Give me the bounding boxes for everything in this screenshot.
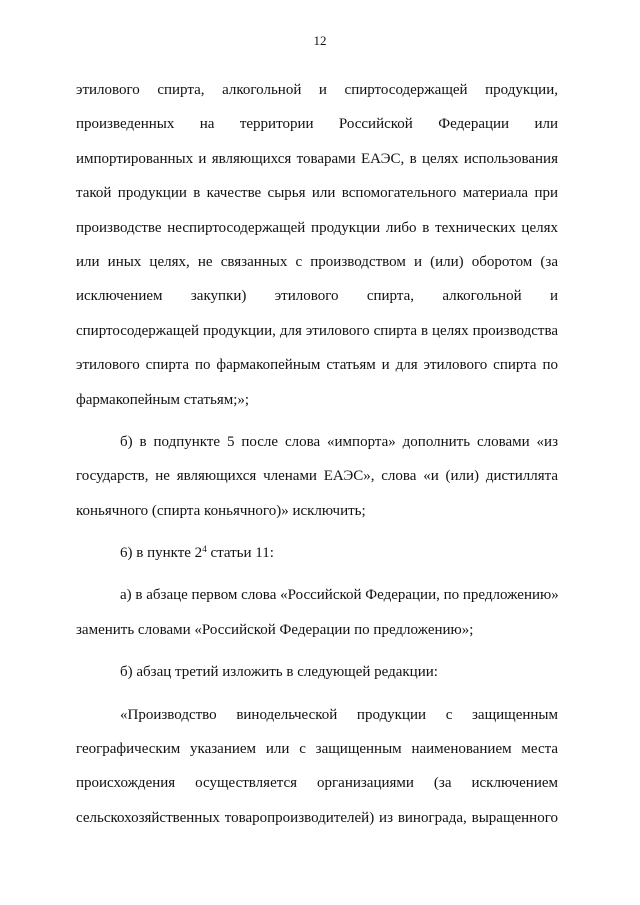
text-line: «Производство винодельческой продукции с защищенным xyxy=(120,706,558,723)
text-line: произведенных на территории Российской Федерации или xyxy=(76,116,558,133)
text-line: спиртосодержащей продукции, для этилового спирта в целях производства xyxy=(76,322,558,339)
text-line: производстве неспиртосодержащей продукции либо в технических целях xyxy=(76,219,558,236)
text-line: заменить словами «Российской Федерации по предложению»; xyxy=(76,621,474,638)
text-line: такой продукции в качестве сырья или вспомогательного материала при xyxy=(76,185,558,202)
text-fragment: статьи 11: xyxy=(206,545,274,562)
text-line: импортированных и являющихся товарами ЕАЭС, в целях использования xyxy=(76,150,558,167)
text-line: государств, не являющихся членами ЕАЭС», слова «и (или) дистиллята xyxy=(76,468,558,485)
text-line: или иных целях, не связанных с производством и (или) оборотом (за xyxy=(76,253,558,270)
paragraph-spacing xyxy=(76,528,558,536)
paragraph-quoted-text xyxy=(76,698,558,836)
text-line: б) абзац третий изложить в следующей редакции: xyxy=(120,664,438,681)
text-line: б) в подпункте 5 после слова «импорта» дополнить словами «из xyxy=(120,433,558,450)
text-line: происхождения осуществляется организациями (за исключением xyxy=(76,775,558,792)
paragraph-spacing xyxy=(76,690,558,698)
text-line: этилового спирта, алкогольной и спиртосодержащей продукции, xyxy=(76,82,558,98)
page-number: 12 xyxy=(313,33,327,48)
text-fragment: 6) в пункте 2 xyxy=(120,545,203,562)
text-line: этилового спирта по фармакопейным статьям и для этилового спирта по xyxy=(76,357,558,374)
document-body xyxy=(76,73,558,835)
text-line: географическим указанием или с защищенным наименованием места xyxy=(76,741,558,758)
paragraph-continuation xyxy=(76,73,558,417)
paragraph-spacing xyxy=(76,417,558,425)
paragraph-spacing xyxy=(76,570,558,578)
paragraph-subpoint-a xyxy=(76,578,558,647)
paragraph-subpoint-b-edit xyxy=(76,655,558,689)
text-line: исключением закупки) этилового спирта, алкогольной и xyxy=(76,288,558,305)
paragraph-subpoint-b-import xyxy=(76,425,558,528)
paragraph-point-6 xyxy=(76,536,558,570)
text-line: а) в абзаце первом слова «Российской Федерации, по предложению» xyxy=(120,587,559,604)
text-line xyxy=(76,536,558,570)
text-line: коньячного (спирта коньячного)» исключить; xyxy=(76,502,366,519)
text-line: сельскохозяйственных товаропроизводителей) из винограда, выращенного xyxy=(76,809,558,826)
paragraph-spacing xyxy=(76,647,558,655)
text-line: фармакопейным статьям;»; xyxy=(76,391,250,408)
superscript-index: 4 xyxy=(202,544,207,555)
